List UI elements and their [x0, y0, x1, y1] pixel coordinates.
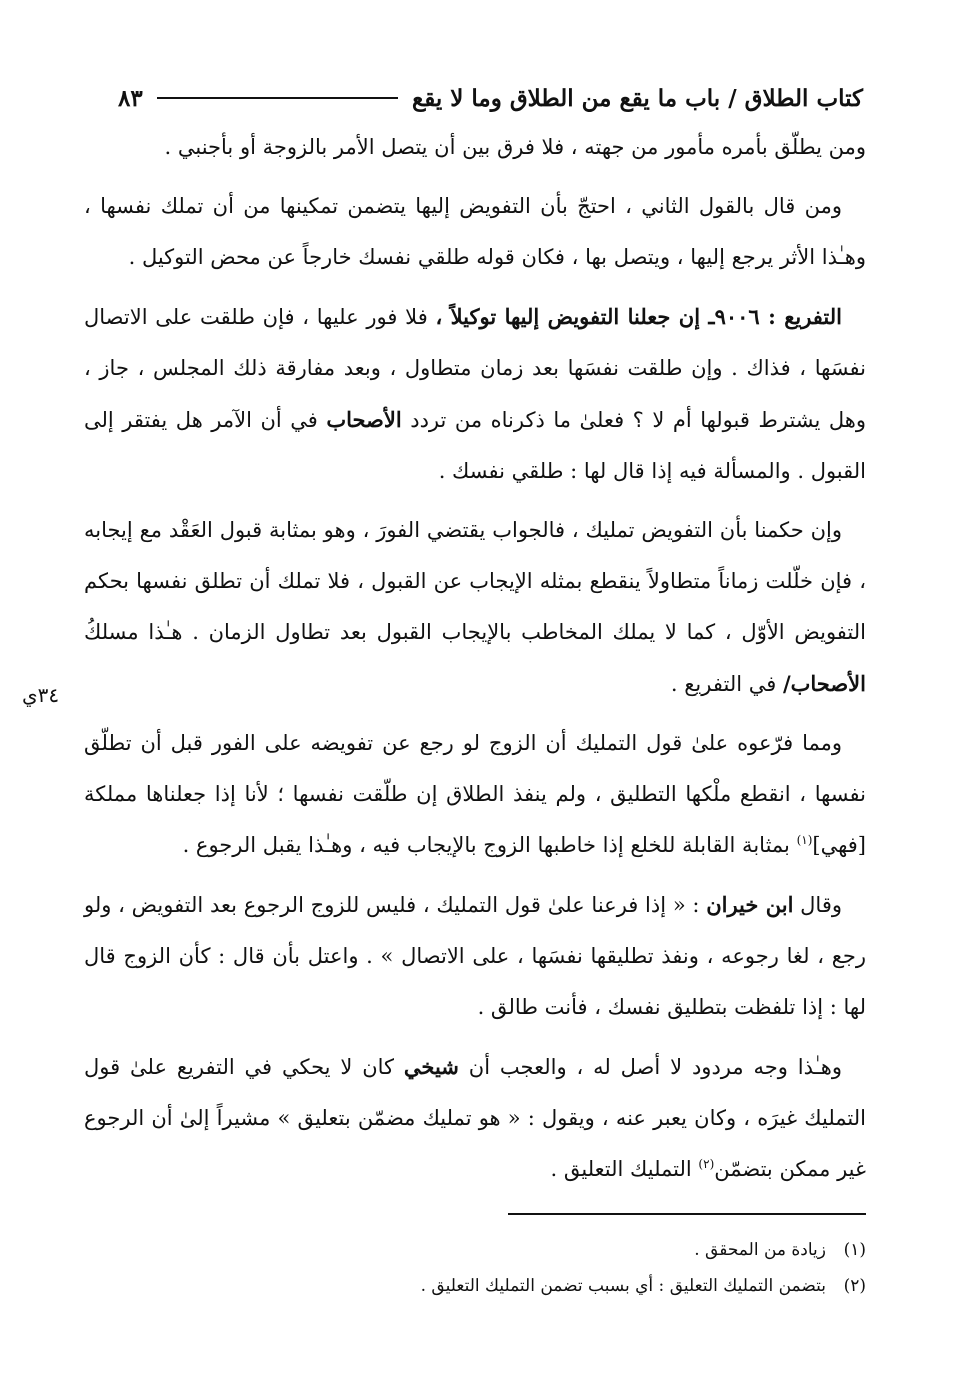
margin-note: ٣٤ي [22, 683, 60, 707]
bold-text: ابن خيران [706, 892, 794, 917]
footnote-ref: (١) [796, 833, 813, 847]
text-run: بمثابة القابلة للخلع إذا خاطبها الزوج بالإيجاب فيه ، وهـٰذا يقبل الرجوع . [182, 833, 797, 857]
paragraph-p5 [84, 718, 866, 871]
footnote-number: (٢) [843, 1276, 866, 1296]
footnote-rule [508, 1213, 866, 1215]
text-run: ومن قال بالقول الثاني ، احتجّ بأن التفويض إليها يتضمن تمكينها من أن تملك نفسها ، وهـٰذا الأثر يرجع إليها ، ويتصل بها ، فكان قوله طلقي نفسك خارجاً عن محض التوكيل . [84, 194, 866, 269]
page-number: ٨٣ [118, 84, 143, 112]
text-run: كان لا يحكي في التفريع علىٰ قول التمليك غيرَه ، وكان يعبر عنه ، ويقول : « هو تمليك مضمّن بتعليق » مشيراً إلىٰ أن الرجوع غير ممكن بتضمّن [84, 1055, 866, 1181]
paragraph-p4 [84, 505, 866, 710]
footnote [300, 1232, 866, 1268]
main-text [84, 122, 866, 1203]
footnote-ref: (٢) [698, 1157, 715, 1171]
footnotes [300, 1232, 866, 1304]
running-header [118, 78, 863, 118]
text-run: في التفريع . [670, 672, 783, 696]
paragraph-p2 [84, 181, 866, 283]
bold-text: الأصحاب [326, 407, 402, 432]
text-run: وهـٰذا وجه مردود لا أصل له ، والعجب أن [458, 1055, 842, 1079]
paragraph-p1 [84, 122, 866, 173]
text-run: في أن الآمر هل يفتقر إلى القبول . والمسألة فيه إذا قال لها : طلقي نفسك . [84, 408, 866, 483]
footnote-text: بتضمن التمليك التعليق : أي بسبب تضمن التمليك التعليق . [420, 1276, 826, 1296]
header-title: كتاب الطلاق / باب ما يقع من الطلاق وما لا يقع [411, 84, 863, 112]
paragraph-p6 [84, 879, 866, 1033]
bold-text: التفريع : ٩٠٠٦ـ إن جعلنا التفويض إليها توكيلاً ، [435, 304, 842, 329]
text-run: وإن حكمنا بأن التفويض تمليك ، فالجواب يقتضي الفورَ ، وهو بمثابة قبول العَقْد مع إيجابه ، فإن خلّلت زماناً متطاولاً ينقطع بمثله الإيجاب عن القبول ، فلا تملك أن تطلق نفسها بحكم التفويض الأوّل ، كما لا يملك المخاطب بالإيجاب القبول بعد تطاول الزمان . هـٰذا مسلكُ [84, 518, 866, 644]
text-run: ومن يطلّق بأمره مأمور من جهته ، فلا فرق بين أن يتصل الأمر بالزوجة أو بأجنبي . [164, 135, 866, 159]
text-run: التمليك التعليق . [550, 1157, 699, 1181]
text-run: فلا فور عليها ، فإن طلقت على الاتصال نفسَها ، فذاك . وإن طلقت نفسَها بعد زمان متطاول ، وبعد مفارقة ذلك المجلس ، جاز ، وهل يشترط قبولها أم لا ؟ فعلىٰ ما ذكرناه من تردد [84, 305, 866, 432]
bold-text: شيخي [403, 1054, 459, 1079]
footnote-number: (١) [843, 1240, 866, 1260]
paragraph-p3 [84, 291, 866, 497]
paragraph-p7 [84, 1041, 866, 1195]
text-run: ومما فرّعوه علىٰ قول التمليك أن الزوج لو رجع عن تفويضه على الفور قبل أن تطلّق نفسها ، انقطع ملْكها التطليق ، ولم ينفذ الطلاق إن طلّقت نفسها ؛ لأنا إذا جعلناها مملكة [فهي] [84, 731, 866, 857]
bold-text: الأصحاب/ [782, 671, 866, 696]
footnote [300, 1268, 866, 1304]
header-rule [157, 97, 398, 99]
text-run: وقال [793, 893, 842, 917]
text-run: : « إذا فرعنا علىٰ قول التمليك ، فليس للزوج الرجوع بعد التفويض ، ولو رجع ، لغا رجوعه ، ونفذ تطليقها نفسَها ، على الاتصال » . واعتل بأن قال : كأن الزوج قال لها : إذا تلفظت بتطليق نفسك ، فأنت طالق . [84, 893, 866, 1019]
footnote-text: زيادة من المحقق . [694, 1240, 826, 1260]
